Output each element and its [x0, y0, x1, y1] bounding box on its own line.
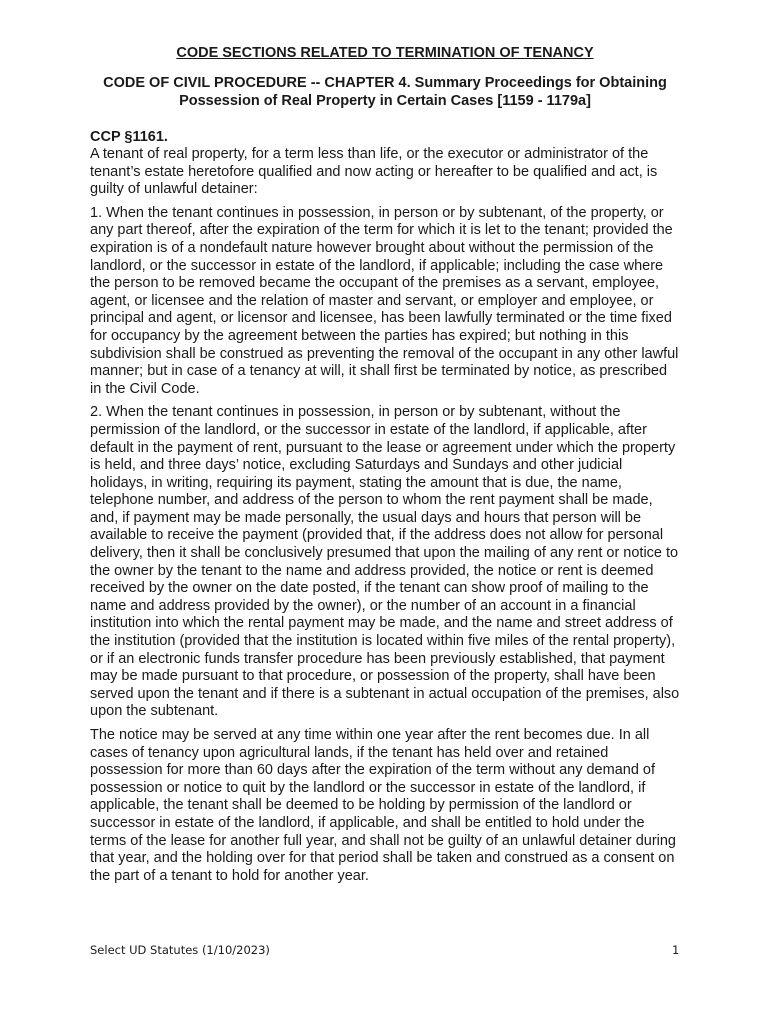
document-title: CODE SECTIONS RELATED TO TERMINATION OF TENANCY [176, 45, 594, 61]
paragraph-intro: A tenant of real property, for a term less than life, or the executor or administrator of the tenant’s estate heretofore qualified and now acting or hereafter to be qualified and act, is guilty of unlawful detainer: [90, 146, 658, 198]
footer-document-label: Select UD Statutes (1/10/2023) [90, 943, 270, 957]
paragraph-subdivision-2: 2. When the tenant continues in possession, in person or by subtenant, without the permission of the landlord, or the successor in estate of the landlord, if applicable, after default in the payment of rent, pursuant to the lease or agreement under which the property is held, and three days’ notice, excluding Saturdays and Sundays and other judicial holidays, in writing, requiring its payment, stating the amount that is due, the name, telephone number, and address of the person to whom the rent payment shall be made, and, if payment may be made personally, the usual days and hours that person will be available to receive the payment (provided that, if the address does not allow for personal delivery, then it shall be conclusively presumed that upon the mailing of any rent or notice to the owner by the tenant to the name and address provided, the notice or rent is deemed received by the owner on the date posted, if the tenant can show proof of mailing to the name and address provided by the owner), or the number of an account in a financial institution into which the rental payment may be made, and the name and street address of the institution (provided that the institution is located within five miles of the rental property), or if an electronic funds transfer procedure has been previously established, that payment may be made pursuant to that procedure, or possession of the property, shall have been served upon the tenant and if there is a subtenant in actual occupation of the premises, also upon the subtenant. [90, 404, 680, 720]
paragraph-subdivision-1: 1. When the tenant continues in possession, in person or by subtenant, of the property, or any part thereof, after the expiration of the term for which it is let to the tenant; provided the expiration is of a nondefault nature however brought about without the permission of the landlord, or the successor in estate of the landlord, if applicable; including the case where the person to be removed became the occupant of the premises as a servant, employee, agent, or licensee and the relation of master and servant, or employer and employee, or principal and agent, or licensor and licensee, has been lawfully terminated or the time fixed for occupancy by the agreement between the parties has expired; but nothing in this subdivision shall be construed as preventing the removal of the occupant in any other lawful manner; but in case of a tenancy at will, it shall first be terminated by notice, as prescribed in the Civil Code. [90, 204, 679, 397]
paragraph-notice: The notice may be served at any time within one year after the rent becomes due. In all cases of tenancy upon agricultural lands, if the tenant has held over and retained possession for more than 60 days after the expiration of the term without any demand of possession or notice to quit by the landlord or the successor in estate of the landlord, if applicable, the tenant shall be deemed to be holding by permission of the landlord or successor in estate of the landlord, if applicable, and shall be entitled to hold under the terms of the lease for another full year, and shall not be guilty of an unlawful detainer during that year, and the holding over for that period shall be taken and construed as a consent on the part of a tenant to hold for another year. [90, 727, 676, 884]
chapter-heading: CODE OF CIVIL PROCEDURE -- CHAPTER 4. Summary Proceedings for Obtaining Possession of Real Property in Certain Cases [1159 - 1179a] [103, 75, 667, 109]
footer-page-number: 1 [672, 943, 680, 957]
document-body [90, 44, 680, 891]
section-label: CCP §1161. [90, 129, 168, 145]
